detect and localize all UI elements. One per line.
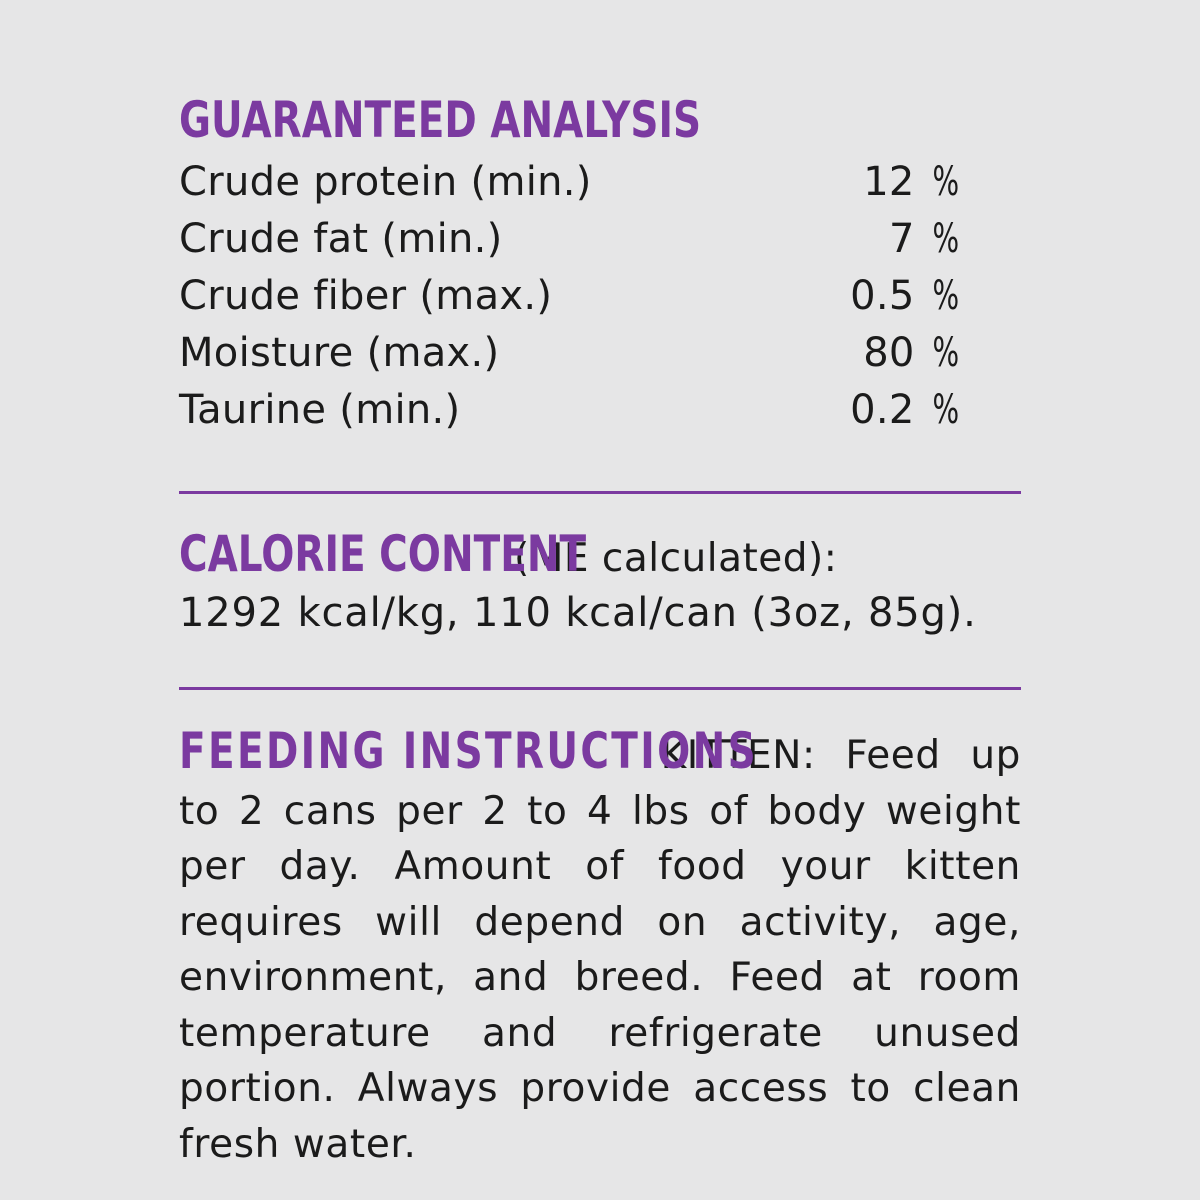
analysis-row: [179, 211, 959, 268]
feeding-instructions-text: KITTEN: Feed up to 2 cans per 2 to 4 lbs of body weight per day. Amount of food your kitten requires will depend on activity, age, environment, and breed. Feed at room temperature and refrigerate unused portion. Always provide access to clean fresh water.: [179, 733, 1021, 1167]
guaranteed-analysis-section: [179, 90, 1021, 439]
analysis-label: Taurine (min.): [179, 387, 461, 433]
calorie-content-note: (ME calculated):: [514, 536, 838, 581]
feeding-instructions-heading: FEEDING INSTRUCTIONS: [179, 722, 759, 780]
calorie-content-heading: CALORIE CONTENT: [179, 525, 587, 583]
section-divider: [179, 491, 1021, 494]
analysis-number: 12: [863, 159, 915, 205]
calorie-content-section: [179, 524, 1021, 642]
section-divider: [179, 687, 1021, 690]
analysis-label: Moisture (max.): [179, 330, 500, 376]
calorie-content-value: 1292 kcal/kg, 110 kcal/can (3oz, 85g).: [179, 590, 977, 636]
analysis-value: [889, 211, 959, 268]
analysis-label: Crude fiber (max.): [179, 273, 553, 319]
analysis-value: [850, 382, 959, 439]
analysis-value: [863, 325, 959, 382]
analysis-value: [850, 268, 959, 325]
analysis-unit: %: [932, 330, 959, 376]
analysis-row: [179, 382, 959, 439]
guaranteed-analysis-heading: GUARANTEED ANALYSIS: [179, 91, 702, 149]
analysis-label: Crude protein (min.): [179, 159, 592, 205]
nutrition-panel: [179, 90, 1021, 1172]
analysis-value: [863, 154, 959, 211]
analysis-number: 80: [863, 330, 915, 376]
analysis-unit: %: [932, 387, 959, 433]
analysis-row: [179, 325, 959, 382]
analysis-unit: %: [932, 273, 959, 319]
analysis-number: 0.2: [850, 387, 915, 433]
analysis-unit: %: [932, 216, 959, 262]
feeding-instructions-section: [179, 724, 1021, 1172]
analysis-label: Crude fat (min.): [179, 216, 503, 262]
analysis-unit: %: [932, 159, 959, 205]
analysis-number: 0.5: [850, 273, 915, 319]
calorie-heading-line: [179, 524, 1021, 584]
guaranteed-analysis-table: [179, 154, 959, 439]
analysis-row: [179, 154, 959, 211]
analysis-row: [179, 268, 959, 325]
analysis-number: 7: [888, 216, 915, 262]
